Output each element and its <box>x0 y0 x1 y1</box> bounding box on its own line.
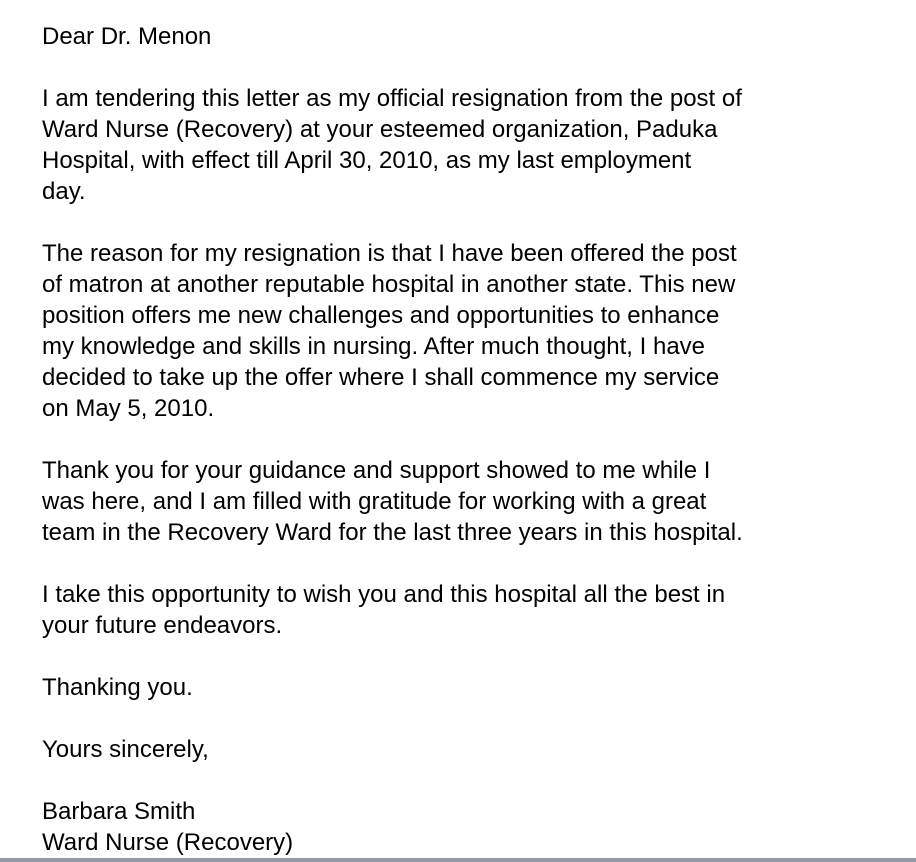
paragraph <box>42 238 886 424</box>
paragraph-line: on May 5, 2010. <box>42 395 215 422</box>
signature-name: Barbara Smith <box>42 798 196 825</box>
paragraph-line: The reason for my resignation is that I have been offered the post <box>42 240 737 267</box>
paragraph <box>42 579 886 641</box>
paragraph-line: I take this opportunity to wish you and this hospital all the best in <box>42 581 726 608</box>
paragraph-line: your future endeavors. <box>42 612 283 639</box>
paragraph-line: was here, and I am filled with gratitude for working with a great <box>42 488 707 515</box>
paragraph-line: my knowledge and skills in nursing. After much thought, I have <box>42 333 706 360</box>
paragraph-line: Hospital, with effect till April 30, 2010, as my last employment <box>42 147 692 174</box>
closing-line: Yours sincerely, <box>42 736 209 763</box>
paragraph-line: I am tendering this letter as my official resignation from the post of <box>42 85 742 112</box>
salutation: Dear Dr. Menon <box>42 23 212 50</box>
signature-title: Ward Nurse (Recovery) <box>42 829 294 856</box>
letter-body <box>42 83 886 641</box>
signature-block <box>42 796 886 858</box>
paragraph-line: Ward Nurse (Recovery) at your esteemed organization, Paduka <box>42 116 718 143</box>
paragraph-line: Thank you for your guidance and support showed to me while I <box>42 457 711 484</box>
paragraph-line: team in the Recovery Ward for the last three years in this hospital. <box>42 519 743 546</box>
paragraph-line: decided to take up the offer where I shall commence my service <box>42 364 720 391</box>
paragraph <box>42 455 886 548</box>
thanking-line: Thanking you. <box>42 674 193 701</box>
paragraph-line: position offers me new challenges and opportunities to enhance <box>42 302 720 329</box>
bottom-divider <box>0 858 916 862</box>
paragraph-line: day. <box>42 178 86 205</box>
paragraph-line: of matron at another reputable hospital in another state. This new <box>42 271 736 298</box>
paragraph <box>42 83 886 207</box>
